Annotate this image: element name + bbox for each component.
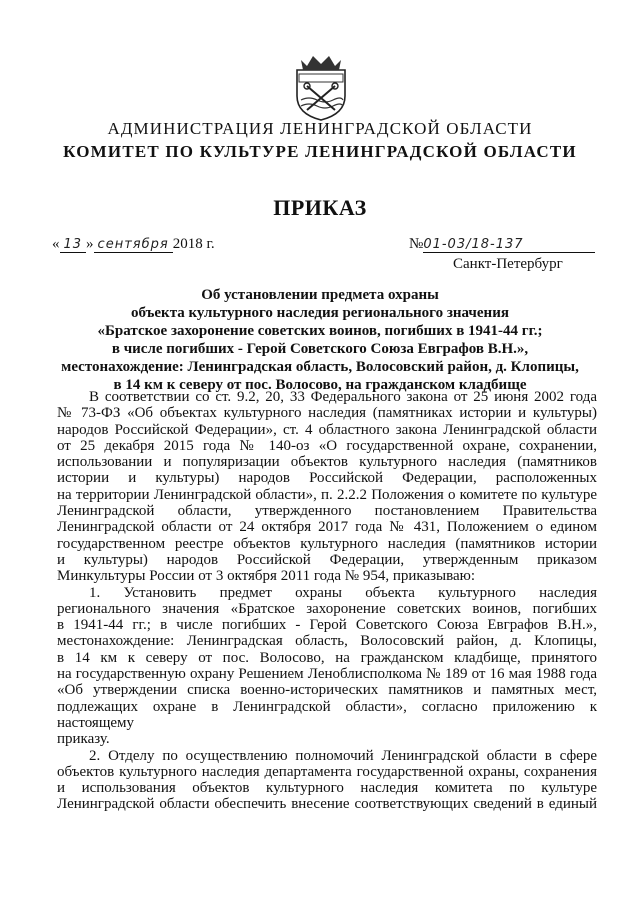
body-line: и использования объектов культурного наследия комитета по культуре <box>57 780 597 797</box>
body-line: 1. Установить предмет охраны объекта культурного наследия <box>89 584 597 601</box>
subject-line: «Братское захоронение советских воинов, погибших в 1941-44 гг.; <box>97 323 543 339</box>
body-line: государственном реестре объектов культурного наследия (памятников истории <box>57 535 597 552</box>
body-line: на территории Ленинградской области», п. 2.2.2 Положения о комитете по культуре <box>57 486 597 503</box>
body-line: народов Российской Федерации», ст. 4 областного закона Ленинградской области <box>57 421 597 438</box>
body-line: Минкультуры России от 3 октября 2011 года № 954, приказываю: <box>57 568 476 585</box>
body-line: подлежащих охране в Ленинградской области», согласно приложению к настоящему <box>57 698 597 731</box>
body-line: Ленинградской области обеспечить внесение соответствующих сведений в единый <box>57 796 597 813</box>
committee-heading: КОМИТЕТ ПО КУЛЬТУРЕ ЛЕНИНГРАДСКОЙ ОБЛАСТИ <box>63 142 577 161</box>
body-line: истории и культуры) народов Российской Федерации, расположенных <box>57 470 597 487</box>
body-line: и культуры) народов Российской Федерации, утвержденным приказом <box>57 551 597 568</box>
document-city: Санкт-Петербург <box>453 256 563 272</box>
number-handwritten: 01-03/18-137 <box>423 237 595 253</box>
subject-line: Об установлении предмета охраны <box>201 287 439 303</box>
document-number <box>409 236 595 253</box>
body-line: Ленинградской области от 24 октября 2017 года № 431, Положением о едином <box>57 519 597 536</box>
body-line: объектов культурного наследия департамента государственной охраны, сохранения <box>57 763 597 780</box>
coat-of-arms-emblem <box>293 52 349 122</box>
body-line: «Об утверждении списка военно-исторических памятников и памятных мест, <box>57 682 597 699</box>
subject-line: местонахождение: Ленинградская область, Волосовский район, д. Клопицы, <box>61 359 579 375</box>
number-prefix: № <box>409 236 424 252</box>
body-line: от 25 декабря 2015 года № 140-оз «О государственной охране, сохранении, <box>57 437 597 454</box>
body-line: в 1941-44 гг.; в числе погибших - Герой Советского Союза Евграфов В.Н.», <box>57 617 597 634</box>
date-year: 2018 г. <box>172 236 215 252</box>
body-line: 2. Отделу по осуществлению полномочий Ленинградской области в сфере <box>89 747 597 764</box>
body-line: местонахождение: Ленинградская область, Волосовский район, д. Клопицы, <box>57 633 597 650</box>
document-title: ПРИКАЗ <box>273 195 367 220</box>
order-subject <box>0 286 640 394</box>
administration-heading: АДМИНИСТРАЦИЯ ЛЕНИНГРАДСКОЙ ОБЛАСТИ <box>107 119 533 138</box>
subject-line: объекта культурного наследия регионального значения <box>131 305 509 321</box>
date-day-handwritten: 13 <box>60 237 87 253</box>
date-close-quote: » <box>86 236 94 252</box>
body-line: регионального значения «Братское захоронение советских воинов, погибших <box>57 600 597 617</box>
body-line: использовании и популяризации объектов культурного наследия (памятников <box>57 454 597 471</box>
subject-line: в числе погибших - Герой Советского Союза Евграфов В.Н.», <box>111 341 529 357</box>
subject-line: в 14 км к северу от пос. Волосово, на гражданском кладбище <box>113 377 527 393</box>
date-month-handwritten: сентября <box>94 237 173 253</box>
body-line: № 73-ФЗ «Об объектах культурного наследия (памятниках истории и культуры) <box>57 405 597 422</box>
body-line: приказу. <box>57 731 110 748</box>
date-open-quote: « <box>52 236 60 252</box>
body-line: Ленинградской области, утвержденного постановлением Правительства <box>57 503 597 520</box>
body-line: на государственную охрану Решением Леноблисполкома № 189 от 16 мая 1988 года <box>57 666 597 683</box>
document-date <box>52 236 215 253</box>
order-body <box>57 389 597 813</box>
body-line: в 14 км к северу от пос. Волосово, на гражданском кладбище, принятого <box>57 649 597 666</box>
body-line: В соответствии со ст. 9.2, 20, 33 Федерального закона от 25 июня 2002 года <box>89 389 597 405</box>
